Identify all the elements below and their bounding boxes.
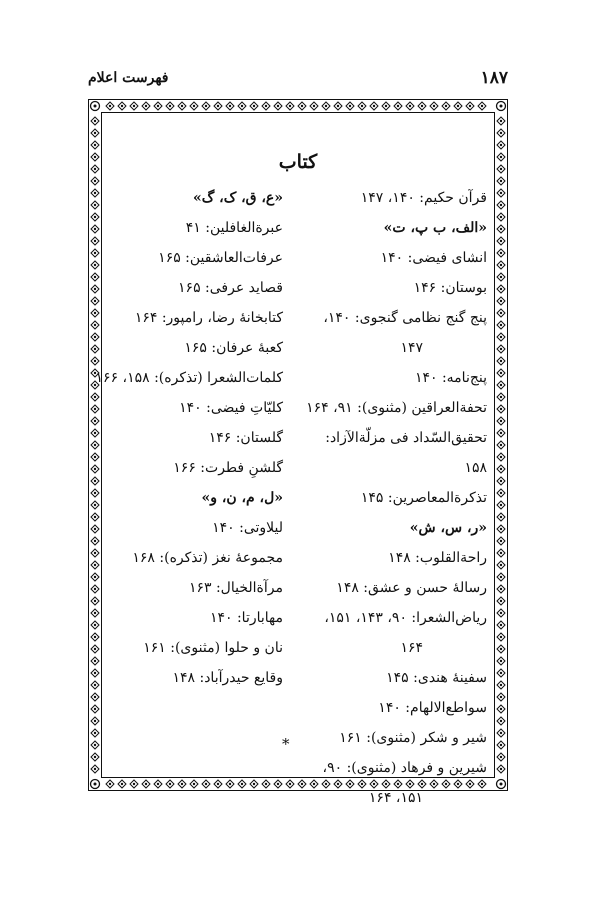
index-entry: مجموعهٔ نغز (تذکره): ۱۶۸ <box>132 550 283 566</box>
index-entry: ۱۴۷ <box>400 340 423 356</box>
index-entry: بوستان: ۱۴۶ <box>413 280 487 296</box>
index-entry: قصاید عرفی: ۱۶۵ <box>178 280 283 296</box>
index-entry: انشای فیضی: ۱۴۰ <box>380 250 487 266</box>
index-entry: پنج گنج نظامی گنجوی: ۱۴۰، <box>323 310 487 326</box>
index-entry: سفینهٔ هندی: ۱۴۵ <box>386 670 487 686</box>
letter-group-heading: «الف، ب پ، ت» <box>383 220 487 236</box>
index-entry: ۱۶۴ <box>400 640 423 656</box>
index-entry: عبرةالغافلین: ۴۱ <box>185 220 283 236</box>
ornament-band-right <box>496 114 506 778</box>
index-entry: کلیّاتِ فیضی: ۱۴۰ <box>179 400 283 416</box>
index-entry: عرفات‌العاشقین: ۱۶۵ <box>158 250 283 266</box>
index-entry: مرآةالخیال: ۱۶۳ <box>188 580 283 596</box>
letter-group-heading: «ع، ق، ک، گ» <box>193 190 283 206</box>
index-entry: نان و حلوا (مثنوی): ۱۶۱ <box>143 640 283 656</box>
index-entry: پنج‌نامه: ۱۴۰ <box>414 370 487 386</box>
index-entry: قرآن حکیم: ۱۴۰، ۱۴۷ <box>360 190 487 206</box>
index-entry: کتابخانهٔ رضا، رامپور: ۱۶۴ <box>134 310 283 326</box>
index-entry: گلستان: ۱۴۶ <box>208 430 283 446</box>
index-entry: لیلاوتی: ۱۴۰ <box>212 520 283 536</box>
corner-ornament-icon <box>494 99 508 113</box>
end-mark: * <box>282 735 290 753</box>
index-column-right <box>299 183 487 813</box>
index-entry: سواطع‌الالهام: ۱۴۰ <box>378 700 487 716</box>
index-entry: مهابارتا: ۱۴۰ <box>209 610 283 626</box>
index-entry: تذکرةالمعاصرین: ۱۴۵ <box>360 490 487 506</box>
index-entry: کعبهٔ عرفان: ۱۶۵ <box>184 340 283 356</box>
index-entry: ریاض‌الشعرا: ۹۰، ۱۴۳، ۱۵۱، <box>324 610 487 626</box>
index-column-left <box>88 183 283 693</box>
ornament-band-top <box>103 101 495 111</box>
index-entry: وقایع حیدرآباد: ۱۴۸ <box>172 670 283 686</box>
page-number: ۱۸۷ <box>480 68 508 88</box>
index-entry: تحفةالعراقین (مثنوی): ۹۱، ۱۶۴ <box>306 400 487 416</box>
letter-group-heading: «ر، س، ش» <box>409 520 487 536</box>
running-title: فهرست اعلام <box>88 70 169 86</box>
index-entry: تحقیق‌السّداد فی مزلّةالآزاد: ۱۵۸ <box>325 430 487 476</box>
index-entry: راحةالقلوب: ۱۴۸ <box>388 550 487 566</box>
corner-ornament-icon <box>494 777 508 791</box>
section-title: کتاب <box>278 151 318 173</box>
page-header <box>88 68 508 94</box>
letter-group-heading: «ل، م، ن، و» <box>201 490 283 506</box>
index-entry: شیرین و فرهاد (مثنوی): ۹۰، <box>322 760 487 776</box>
corner-ornament-icon <box>88 99 102 113</box>
corner-ornament-icon <box>88 777 102 791</box>
index-entry: رسالهٔ حسن و عشق: ۱۴۸ <box>336 580 487 596</box>
index-entry: کلمات‌الشعرا (تذکره): ۱۵۸، ۱۶۶ <box>95 370 283 386</box>
index-entry: گلشنِ فطرت: ۱۶۶ <box>173 460 283 476</box>
index-entry: ۱۵۱، ۱۶۴ <box>368 790 423 806</box>
index-entry: شیر و شکر (مثنوی): ۱۶۱ <box>339 730 487 746</box>
